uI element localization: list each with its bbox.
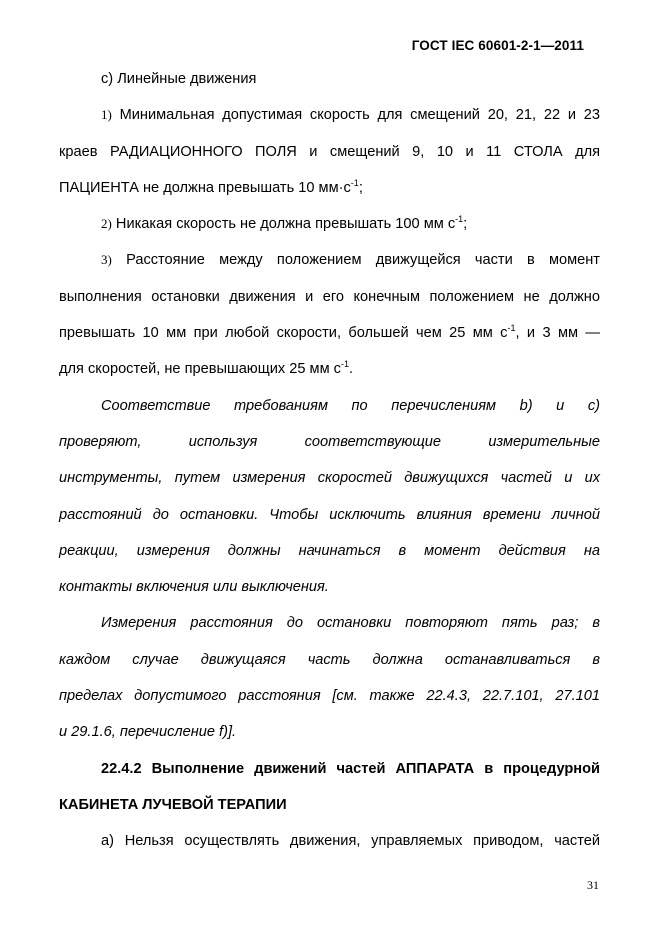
section-title-linear-movements: с) Линейные движения [101,71,257,87]
compliance-line-2: проверяют, используя соответствующие измерительные [59,433,600,450]
item3-line2: выполнения остановки движения и его конечным положением не должно [59,288,600,305]
item3-line1-text: Расстояние между положением движущейся части в момент [126,252,600,269]
heading-22-4-2-line2: КАБИНЕТА ЛУЧЕВОЙ ТЕРАПИИ [59,796,287,813]
item2-line [59,206,600,242]
measurements-line-4: и 29.1.6, перечисление f)]. [59,724,237,741]
item-a-line1: а) Нельзя осуществлять движения, управляемых приводом, частей [101,833,600,850]
compliance-line-1: Соответствие требованиям по перечислениям b) и с) [101,397,600,414]
measurements-line-2: каждом случае движущаяся часть должна останавливаться в [59,651,600,668]
compliance-line-5: реакции, измерения должны начинаться в момент действия на [59,542,600,559]
item2-superscript: -1 [455,214,464,225]
measurements-line-1: Измерения расстояния до остановки повторяют пять раз; в [101,615,600,632]
item1-line3-text: ПАЦИЕНТА не должна превышать 10 мм·с [59,179,351,196]
item2-text: Никакая скорость не должна превышать 100 мм с [115,216,456,233]
item1-line3-end: ; [358,179,363,196]
item3-line4-end: . [349,361,354,378]
item1-line3 [59,170,600,206]
item3-line3-superscript: -1 [507,323,516,334]
item2-end: ; [463,216,468,233]
item3-line4-superscript: -1 [340,359,349,370]
item1-line1 [59,97,600,133]
item1-line2: краев РАДИАЦИОННОГО ПОЛЯ и смещений 9, 10 и 11 СТОЛА для [59,143,600,160]
item3-line4-text: для скоростей, не превышающих 25 мм с [59,361,341,378]
compliance-line-3: инструменты, путем измерения скоростей движущихся частей и их [59,470,600,487]
measurements-line-3: пределах допустимого расстояния [см. также 22.4.3, 22.7.101, 27.101 [59,688,600,705]
item3-line1 [59,242,600,278]
item1-line3-superscript: -1 [350,177,359,188]
compliance-line-4: расстояний до остановки. Чтобы исключить влияния времени личной [59,506,600,523]
item1-line1-text: Минимальная допустимая скорость для смещений 20, 21, 22 и 23 [119,107,600,124]
page-number: 31 [587,878,599,892]
compliance-line-6: контакты включения или выключения. [59,579,329,596]
item1-number: 1) [101,107,112,123]
item3-line4 [59,351,600,387]
item3-number: 3) [101,252,112,268]
item3-line3-text: превышать 10 мм при любой скорости, большей чем 25 мм с [59,325,508,342]
item2-number: 2) [101,216,112,232]
heading-22-4-2-line1: 22.4.2 Выполнение движений частей АППАРАТА в процедурной [101,760,600,777]
document-standard-header: ГОСТ IEC 60601-2-1—2011 [411,38,584,53]
document-body [59,61,600,860]
item3-line3-end: , и 3 мм — [515,325,600,342]
item3-line3 [59,315,600,351]
